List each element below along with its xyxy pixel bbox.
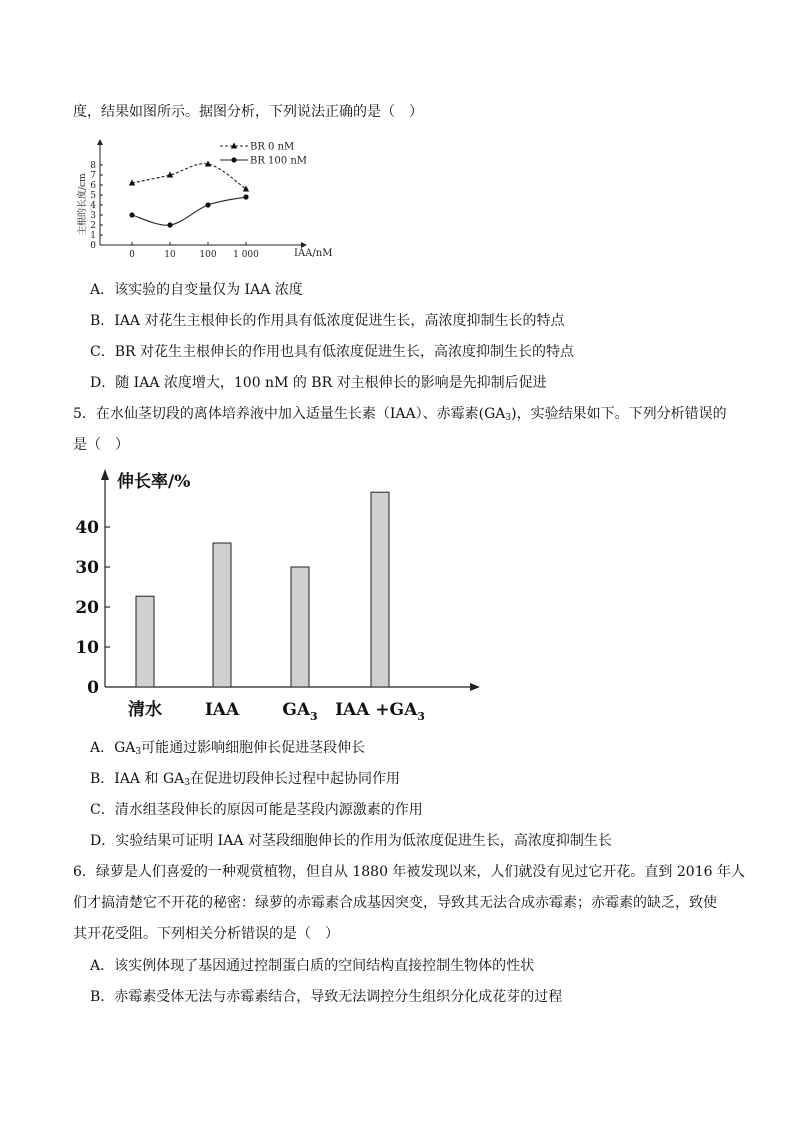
bar-chart-category-label: IAA: [204, 700, 240, 720]
q5-option-d: D．实验结果可证明 IAA 对茎段细胞伸长的作用为低浓度促进生长，高浓度抑制生长: [90, 833, 612, 849]
q6-stem-line-2: 们才搞清楚它不开花的秘密：绿萝的赤霉素合成基因突变，导致其无法合成赤霉素；赤霉素的缺乏，致使: [73, 895, 717, 911]
line-chart-series-1: [132, 164, 246, 189]
q5-option-a-post: 可能通过影响细胞伸长促进茎段伸长: [141, 740, 366, 756]
q6-stem-line-3: 其开花受阻。下列相关分析错误的是（ ）: [73, 926, 339, 942]
bar-chart-y-tick-label: 30: [75, 558, 99, 578]
line-chart-x-axis-label: IAA/nM: [294, 248, 333, 259]
bar-chart-y-tick-label: 20: [75, 598, 99, 618]
q6-option-b: B．赤霉素受体无法与赤霉素结合，导致无法调控分生组织分化成花芽的过程: [90, 989, 563, 1005]
q5-option-b-post: 在促进切段伸长过程中起协同作用: [189, 771, 400, 787]
bar-chart-category-label: IAA $+GA_3$: [335, 700, 425, 723]
q6-stem-line-1: 6．绿萝是人们喜爱的一种观赏植物，但自从 1880 年被发现以来，人们就没有见过它开花。直到 2016 年人: [73, 864, 745, 880]
elongation-bar-chart: [75, 465, 490, 727]
q4-option-b: B．IAA 对花生主根伸长的作用具有低浓度促进生长，高浓度抑制生长的特点: [90, 313, 565, 329]
bar-1: [136, 596, 154, 687]
line-chart-x-tick-label: 0: [129, 250, 135, 260]
line-chart-x-tick-label: 100: [199, 250, 217, 260]
bar-chart-category-label: $GA_3$: [282, 700, 318, 723]
legend-label-2: BR 100 nM: [250, 155, 308, 167]
legend-label-1: BR 0 nM: [250, 141, 295, 153]
line-chart-series-2: [132, 197, 246, 225]
line-chart-y-tick-label: 1: [90, 231, 96, 241]
bar-3: [291, 567, 309, 687]
root-length-line-chart: [72, 130, 342, 265]
q5-option-b-sub: 3: [184, 778, 190, 788]
q5-option-a-sub: 3: [135, 747, 142, 757]
line-chart-y-tick-label: 4: [90, 201, 96, 211]
line-chart-y-tick-label: 5: [90, 191, 96, 201]
line-chart-x-tick-label: 1 000: [233, 250, 259, 260]
q5-option-b-pre: B．IAA 和 GA: [90, 771, 185, 787]
line-chart-x-tick-label: 10: [164, 250, 176, 260]
bar-chart-y-axis-arrow: [101, 469, 109, 480]
q6-option-a: A．该实例体现了基因通过控制蛋白质的空间结构直接控制生物体的性状: [90, 958, 535, 974]
q5-stem-pre: 5．在水仙茎切段的离体培养液中加入适量生长素（IAA）、赤霉素(GA: [73, 406, 506, 422]
line-chart-point-circle: [205, 202, 210, 207]
q5-option-c: C．清水组茎段伸长的原因可能是茎段内源激素的作用: [90, 802, 423, 818]
line-chart-y-tick-label: 7: [90, 171, 96, 181]
bar-chart-x-axis-arrow: [470, 683, 480, 691]
q4-option-c: C．BR 对花生主根伸长的作用也具有低浓度促进生长，高浓度抑制生长的特点: [90, 344, 574, 360]
line-chart-y-axis-label: 主根的长度/cm: [78, 173, 88, 235]
bar-chart-y-tick-label: 40: [75, 518, 99, 538]
q4-intro-line: 度，结果如图所示。据图分析，下列说法正确的是（ ）: [73, 104, 423, 120]
q5-stem-sub: 3: [505, 413, 512, 423]
bar-chart-y-tick-label: 0: [87, 678, 99, 698]
line-chart-point-triangle: [243, 186, 249, 192]
q5-option-a: [90, 739, 365, 757]
line-chart-y-tick-label: 2: [90, 221, 96, 231]
bar-chart-y-tick-label: 10: [75, 638, 99, 658]
line-chart-legend: [220, 142, 307, 167]
q4-option-a: A．该实验的自变量仅为 IAA 浓度: [90, 282, 303, 298]
line-chart-y-tick-label: 8: [90, 161, 96, 171]
line-chart-y-tick-label: 3: [90, 211, 96, 221]
bar-2: [213, 543, 231, 687]
bar-4: [371, 492, 389, 687]
q5-stem-line-1: [73, 405, 727, 423]
line-chart-point-circle: [167, 222, 172, 227]
legend-marker-circle: [231, 157, 236, 162]
q5-stem-post: )，实验结果如下。下列分析错误的: [511, 406, 727, 422]
line-chart-y-tick-label: 0: [90, 241, 96, 251]
q5-option-a-pre: A．GA: [90, 740, 136, 756]
line-chart-y-tick-label: 6: [90, 181, 96, 191]
q5-stem-line-2: 是（ ）: [73, 437, 129, 453]
q4-option-d: D．随 IAA 浓度增大，100 nM 的 BR 对主根伸长的影响是先抑制后促进: [90, 375, 547, 391]
line-chart-point-circle: [129, 212, 134, 217]
line-chart-point-circle: [243, 194, 248, 199]
bar-chart-y-axis-label: 伸长率/%: [117, 472, 191, 492]
q5-option-b: [90, 770, 400, 788]
bar-chart-category-label: 清水: [128, 700, 162, 720]
